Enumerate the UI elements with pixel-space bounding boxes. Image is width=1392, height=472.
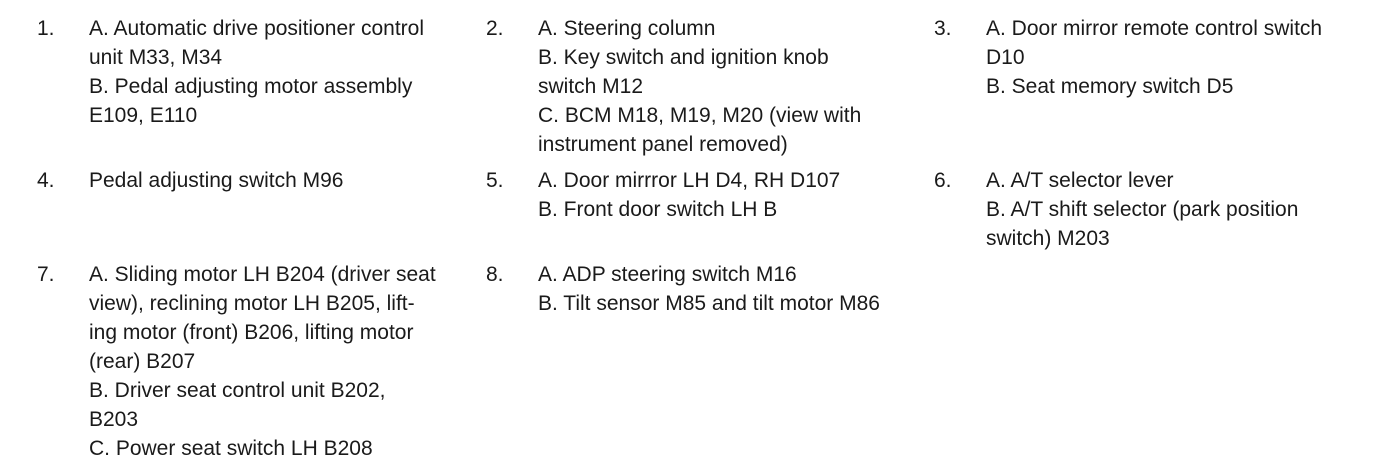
item-line: B. Pedal adjusting motor assembly	[89, 75, 413, 98]
item-description	[89, 14, 467, 159]
item-description	[89, 260, 467, 463]
item-line: switch M12	[538, 75, 644, 98]
item-line: C. BCM M18, M19, M20 (view with	[538, 104, 862, 127]
item-description	[986, 14, 1366, 159]
item-line: unit M33, M34	[89, 46, 223, 69]
item-line: A. Steering column	[538, 17, 716, 40]
legend-item-3	[934, 14, 1382, 159]
item-line: D10	[986, 46, 1025, 69]
item-description	[538, 260, 928, 463]
item-description	[538, 166, 928, 253]
item-line: Pedal adjusting switch M96	[89, 169, 344, 192]
item-line: (rear) B207	[89, 350, 196, 373]
item-line: view), reclining motor LH B205, lift-	[89, 292, 415, 315]
item-line: ing motor (front) B206, lifting motor	[89, 321, 414, 344]
item-line: instrument panel removed)	[538, 133, 788, 156]
item-number: 8.	[486, 263, 504, 286]
item-number: 5.	[486, 169, 504, 192]
legend-row	[0, 260, 1392, 463]
item-line: B203	[89, 408, 139, 431]
component-legend	[0, 14, 1392, 470]
item-number: 2.	[486, 17, 504, 40]
item-line: B. Key switch and ignition knob	[538, 46, 829, 69]
item-line: A. Door mirrror LH D4, RH D107	[538, 169, 841, 192]
item-line: E109, E110	[89, 104, 198, 127]
legend-item-8	[486, 260, 934, 463]
item-description	[538, 14, 928, 159]
item-line: A. Sliding motor LH B204 (driver seat	[89, 263, 436, 286]
item-line: B. Front door switch LH B	[538, 198, 778, 221]
item-number: 7.	[37, 263, 55, 286]
item-number: 6.	[934, 169, 952, 192]
item-number: 4.	[37, 169, 55, 192]
item-line: C. Power seat switch LH B208	[89, 437, 373, 460]
item-description	[89, 166, 467, 253]
legend-item-5	[486, 166, 934, 253]
item-line: A. A/T selector lever	[986, 169, 1174, 192]
legend-item-4	[0, 166, 486, 253]
item-number: 3.	[934, 17, 952, 40]
item-number: 1.	[37, 17, 55, 40]
legend-row	[0, 14, 1392, 159]
item-line: B. A/T shift selector (park position	[986, 198, 1299, 221]
legend-row	[0, 166, 1392, 253]
item-description	[986, 166, 1366, 253]
legend-item-1	[0, 14, 486, 159]
item-line: B. Tilt sensor M85 and tilt motor M86	[538, 292, 880, 315]
legend-item-7	[0, 260, 486, 463]
item-line: A. Automatic drive positioner control	[89, 17, 424, 40]
item-line: switch) M203	[986, 227, 1110, 250]
legend-item-6	[934, 166, 1382, 253]
legend-item-2	[486, 14, 934, 159]
item-line: B. Driver seat control unit B202,	[89, 379, 386, 402]
item-line: B. Seat memory switch D5	[986, 75, 1234, 98]
item-line: A. Door mirror remote control switch	[986, 17, 1323, 40]
item-line: A. ADP steering switch M16	[538, 263, 797, 286]
